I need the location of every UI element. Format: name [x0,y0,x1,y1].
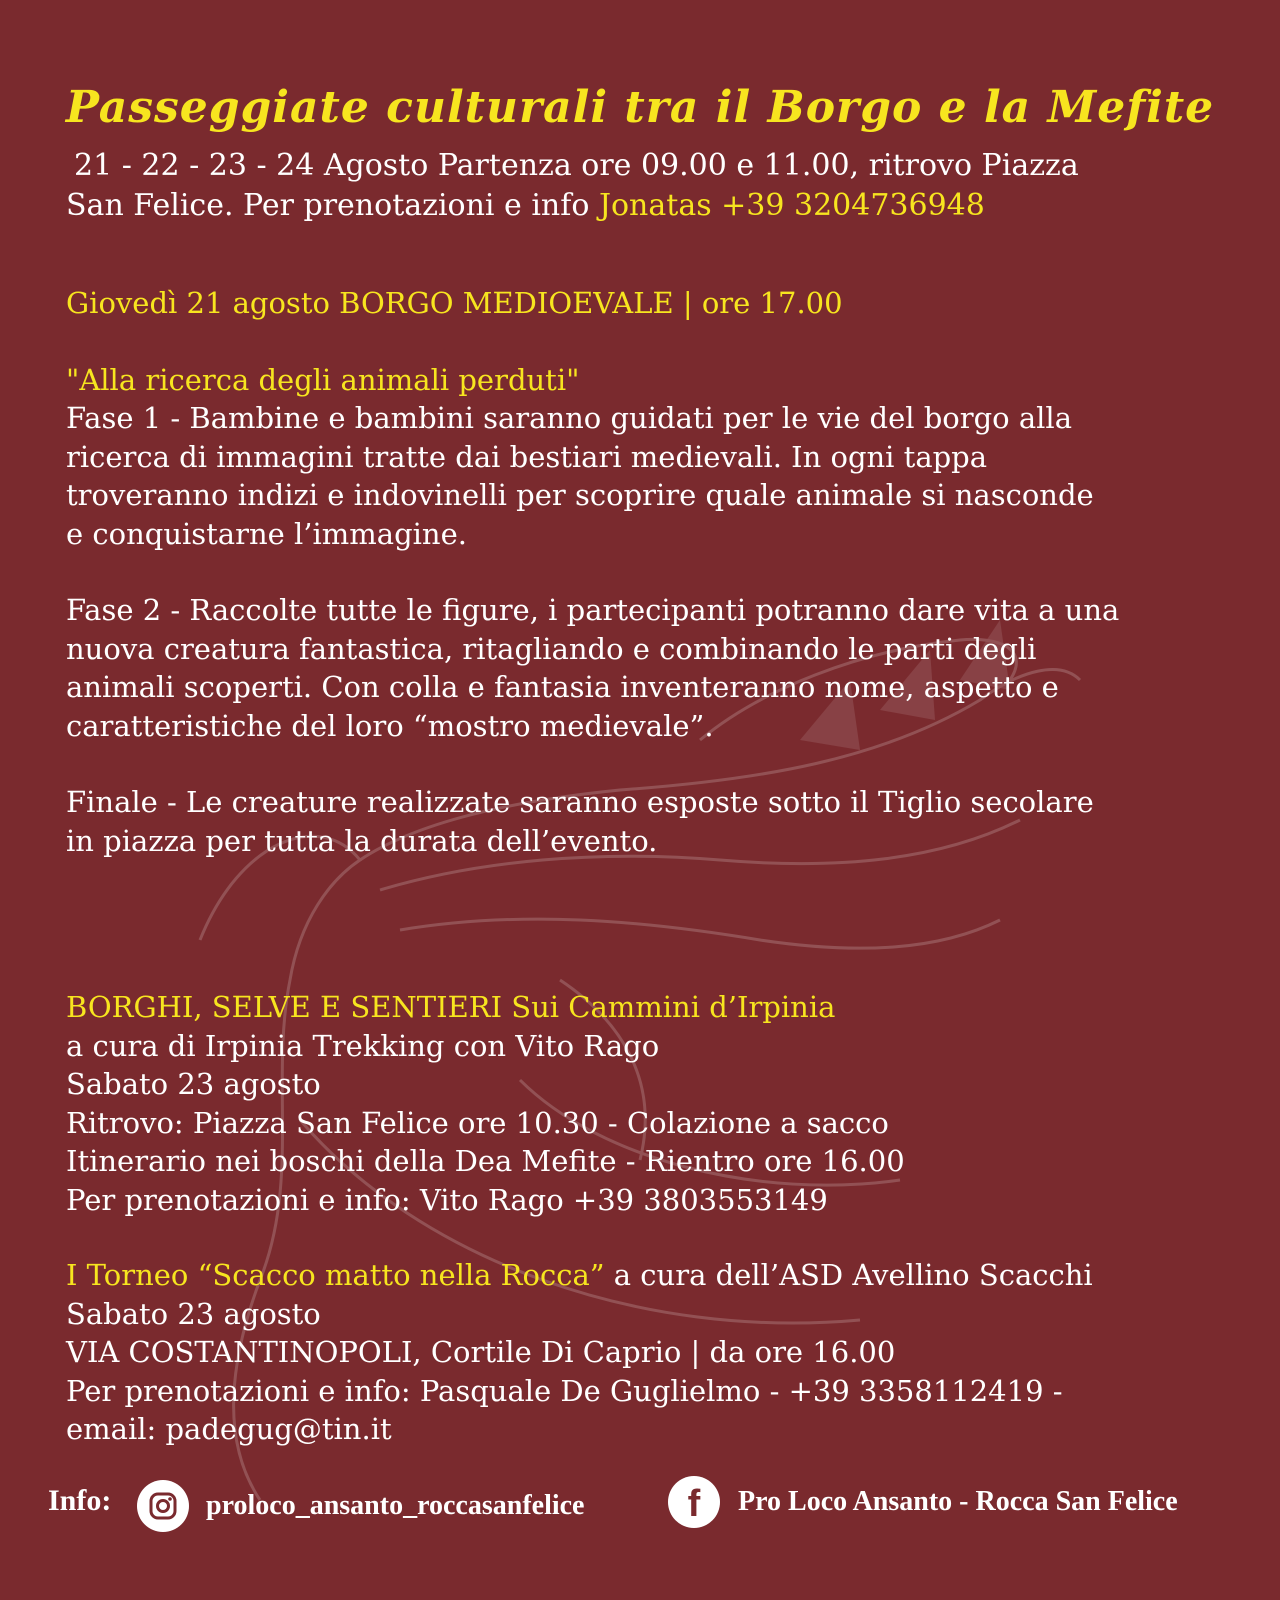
instagram-icon[interactable] [137,1480,189,1532]
event1-finale-line: in piazza per tutta la durata dell’evento. [66,823,658,858]
event-borgo-medioevale [66,284,1246,860]
info-label: Info: [48,1484,112,1517]
event3-line: Sabato 23 agosto [66,1296,321,1331]
event1-phase2-line: caratteristiche del loro “mostro medievale”. [66,708,714,743]
event3-heading-line [66,1256,1246,1295]
event1-subtitle: "Alla ricerca degli animali perduti" [66,362,580,397]
facebook-icon[interactable]: f [668,1476,720,1528]
event-torneo-scacchi [66,1256,1246,1449]
event1-phase1-line: Fase 1 - Bambine e bambini saranno guidati per le vie del borgo alla [66,401,1072,435]
intro-text [66,146,1226,226]
event1-phase1-line: troveranno indizi e indovinelli per scoprire quale animale si nasconde [66,478,1094,512]
event1-phase1-line: ricerca di immagini tratte dai bestiari medievali. In ogni tappa [66,439,988,474]
event2-line: Itinerario nei boschi della Dea Mefite - Rientro ore 16.00 [66,1144,905,1178]
event3-line: VIA COSTANTINOPOLI, Cortile Di Caprio | da ore 16.00 [66,1335,896,1369]
event1-phase1-line: e conquistarne l’immagine. [66,516,467,551]
event2-line: Per prenotazioni e info: Vito Rago +39 3803553149 [66,1182,828,1217]
event2-line: Ritrovo: Piazza San Felice ore 10.30 - Colazione a sacco [66,1105,889,1140]
intro-line-booking [66,186,1226,226]
event3-heading-suffix: a cura dell’ASD Avellino Scacchi [604,1258,1093,1292]
event1-heading: Giovedì 21 agosto BORGO MEDIOEVALE | ore 17.00 [66,286,843,320]
event2-line: Sabato 23 agosto [66,1067,321,1101]
event3-line: email: padegug@tin.it [66,1412,392,1446]
event1-phase2-line: Fase 2 - Raccolte tutte le figure, i partecipanti potranno dare vita a una [66,593,1120,627]
page-title: Passeggiate culturali tra il Borgo e la Mefite [65,82,1215,133]
event1-finale-line: Finale - Le creature realizzate saranno esposte sotto il Tiglio secolare [66,785,1094,819]
event-borghi-selve-sentieri [66,988,1246,1219]
intro-line-dates: 21 - 22 - 23 - 24 Agosto Partenza ore 09.00 e 11.00, ritrovo Piazza [74,148,1079,183]
event2-line: a cura di Irpinia Trekking con Vito Rago [66,1028,660,1063]
event1-phase2-line: animali scoperti. Con colla e fantasia inventeranno nome, aspetto e [66,670,1059,704]
instagram-handle-link[interactable]: proloco_ansanto_roccasanfelice [206,1490,585,1521]
event3-heading: I Torneo “Scacco matto nella Rocca” [66,1258,605,1292]
intro-contact: Jonatas +39 3204736948 [598,188,985,223]
event1-phase2-line: nuova creatura fantastica, ritagliando e combinando le parti degli [66,631,1037,666]
facebook-page-link[interactable]: Pro Loco Ansanto - Rocca San Felice [738,1486,1178,1517]
footer-info [48,1480,1258,1540]
event2-heading: BORGHI, SELVE E SENTIERI Sui Cammini d’Irpinia [66,990,836,1024]
event3-line: Per prenotazioni e info: Pasquale De Guglielmo - +39 3358112419 - [66,1373,1063,1408]
intro-booking-prefix: San Felice. Per prenotazioni e info [66,188,599,223]
